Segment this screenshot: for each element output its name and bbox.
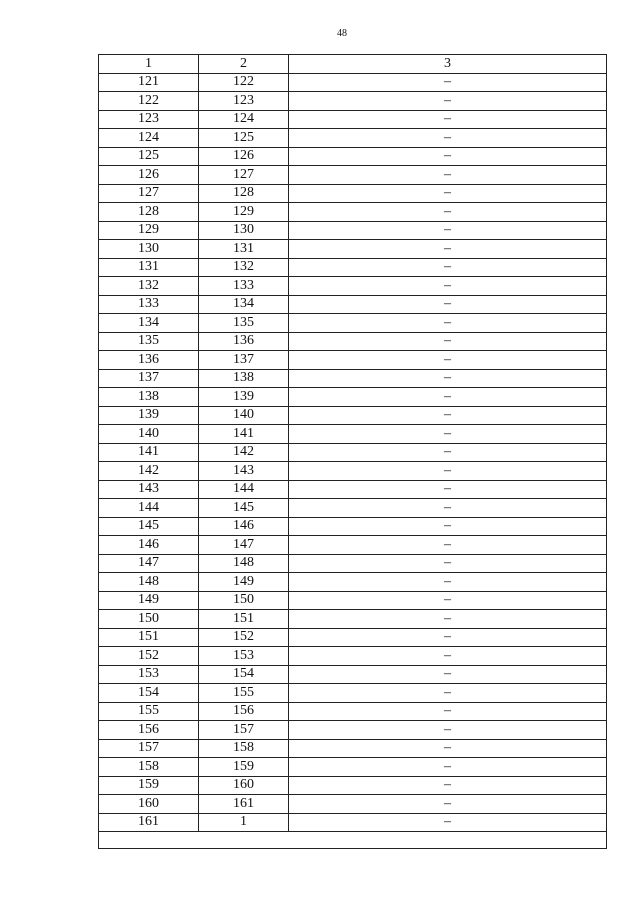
table-row (99, 277, 607, 296)
table-cell-col-2: 150 (199, 591, 289, 610)
table-row (99, 92, 607, 111)
table-cell-col-1: 154 (99, 684, 199, 703)
table-cell-col-2: 154 (199, 665, 289, 684)
table-cell-col-2: 140 (199, 406, 289, 425)
table-cell-col-2: 158 (199, 739, 289, 758)
table-cell-col-2: 131 (199, 240, 289, 259)
table-cell-col-1: 123 (99, 110, 199, 129)
table-row (99, 443, 607, 462)
table-cell-col-2: 137 (199, 351, 289, 370)
table-cell-col-3: – (289, 388, 607, 407)
table-row (99, 573, 607, 592)
table-cell-col-1: 148 (99, 573, 199, 592)
table-cell-col-2: 160 (199, 776, 289, 795)
table-cell-col-1: 151 (99, 628, 199, 647)
table-cell-col-3: – (289, 240, 607, 259)
table-cell-col-2: 159 (199, 758, 289, 777)
table-cell-col-3: – (289, 129, 607, 148)
table-row (99, 758, 607, 777)
table-row (99, 462, 607, 481)
table-cell-col-3: – (289, 166, 607, 185)
page-number: 48 (337, 28, 347, 39)
table-cell-col-1: 144 (99, 499, 199, 518)
table-cell-col-1: 145 (99, 517, 199, 536)
table-cell-col-3: – (289, 332, 607, 351)
table-cell-col-3: – (289, 221, 607, 240)
table-cell-col-1: 124 (99, 129, 199, 148)
table-row (99, 147, 607, 166)
table-cell-col-3: – (289, 758, 607, 777)
table-row (99, 610, 607, 629)
table-cell-col-3: – (289, 184, 607, 203)
table-row (99, 314, 607, 333)
table-cell-col-1: 125 (99, 147, 199, 166)
table-row (99, 480, 607, 499)
table-row (99, 795, 607, 814)
table-cell-col-2: 139 (199, 388, 289, 407)
table-cell-col-3: – (289, 295, 607, 314)
table-row (99, 684, 607, 703)
table-cell-col-1: 159 (99, 776, 199, 795)
table-cell-col-2: 125 (199, 129, 289, 148)
table-row (99, 591, 607, 610)
table-cell-col-1: 146 (99, 536, 199, 555)
table-cell-col-3: – (289, 314, 607, 333)
table-cell-col-1: 121 (99, 73, 199, 92)
table-cell-col-1: 156 (99, 721, 199, 740)
table-cell-col-1: 136 (99, 351, 199, 370)
table-row (99, 73, 607, 92)
column-header-3: 3 (289, 55, 607, 74)
table-row (99, 813, 607, 832)
table-row (99, 554, 607, 573)
table-cell-col-1: 127 (99, 184, 199, 203)
table-cell-col-2: 156 (199, 702, 289, 721)
table-row (99, 499, 607, 518)
table-cell-col-1: 158 (99, 758, 199, 777)
table-cell-col-2: 146 (199, 517, 289, 536)
table-cell-col-3: – (289, 573, 607, 592)
table-cell-col-3: – (289, 721, 607, 740)
table-cell-col-1: 157 (99, 739, 199, 758)
table-cell-col-2: 155 (199, 684, 289, 703)
table-cell-col-3: – (289, 610, 607, 629)
table-cell-col-1: 122 (99, 92, 199, 111)
table-cell-col-2: 130 (199, 221, 289, 240)
table-cell-col-3: – (289, 517, 607, 536)
table-cell-col-1: 126 (99, 166, 199, 185)
table-cell-col-2: 136 (199, 332, 289, 351)
table-row (99, 425, 607, 444)
table-cell-col-3: – (289, 110, 607, 129)
table-cell-col-1: 131 (99, 258, 199, 277)
table-cell-col-3: – (289, 425, 607, 444)
table-cell-col-2: 153 (199, 647, 289, 666)
table-row (99, 351, 607, 370)
table-cell-col-1: 138 (99, 388, 199, 407)
table-cell-col-3: – (289, 462, 607, 481)
table-row (99, 702, 607, 721)
table-cell-col-3: – (289, 351, 607, 370)
table-cell-col-3: – (289, 499, 607, 518)
table-cell-col-1: 133 (99, 295, 199, 314)
table-cell-col-3: – (289, 591, 607, 610)
table-cell-col-2: 134 (199, 295, 289, 314)
table-cell-col-2: 128 (199, 184, 289, 203)
table-row (99, 517, 607, 536)
table-cell-col-3: – (289, 647, 607, 666)
table-cell-col-3: – (289, 628, 607, 647)
table-cell-col-3: – (289, 554, 607, 573)
table-cell-col-1: 152 (99, 647, 199, 666)
table-cell-col-3: – (289, 536, 607, 555)
table-cell-col-1: 129 (99, 221, 199, 240)
table-cell-col-2: 133 (199, 277, 289, 296)
table-cell-col-1: 161 (99, 813, 199, 832)
table-cell-col-1: 155 (99, 702, 199, 721)
table-row (99, 647, 607, 666)
table-row (99, 166, 607, 185)
table-cell-col-2: 145 (199, 499, 289, 518)
table-row (99, 258, 607, 277)
table-cell-col-3: – (289, 406, 607, 425)
table-cell-col-3: – (289, 813, 607, 832)
table-row (99, 388, 607, 407)
table-cell-col-2: 126 (199, 147, 289, 166)
data-table (98, 54, 607, 849)
table-cell-col-2: 148 (199, 554, 289, 573)
table-cell-col-3: – (289, 739, 607, 758)
table-row (99, 406, 607, 425)
table-cell-col-2: 143 (199, 462, 289, 481)
table-row (99, 203, 607, 222)
table-row (99, 536, 607, 555)
table-cell-col-1: 153 (99, 665, 199, 684)
table-cell-col-2: 124 (199, 110, 289, 129)
table-cell-col-2: 123 (199, 92, 289, 111)
table-cell-col-3: – (289, 443, 607, 462)
table-row (99, 240, 607, 259)
table-cell-col-2: 147 (199, 536, 289, 555)
table-row (99, 665, 607, 684)
table-cell-col-2: 152 (199, 628, 289, 647)
table-cell-col-3: – (289, 795, 607, 814)
table-cell-col-3: – (289, 73, 607, 92)
table-cell-col-1: 160 (99, 795, 199, 814)
table-cell-col-2: 129 (199, 203, 289, 222)
table-cell-col-3: – (289, 203, 607, 222)
table-cell-col-2: 151 (199, 610, 289, 629)
table-cell-col-1: 135 (99, 332, 199, 351)
table-row (99, 129, 607, 148)
table-row (99, 369, 607, 388)
table-cell-col-2: 161 (199, 795, 289, 814)
table-cell-col-2: 122 (199, 73, 289, 92)
table-cell-col-2: 157 (199, 721, 289, 740)
column-header-1: 1 (99, 55, 199, 74)
table-row (99, 628, 607, 647)
table-cell-col-1: 132 (99, 277, 199, 296)
table-cell-col-1: 128 (99, 203, 199, 222)
table-cell-col-3: – (289, 702, 607, 721)
table-row (99, 295, 607, 314)
table-cell-col-1: 137 (99, 369, 199, 388)
table-cell-col-1: 130 (99, 240, 199, 259)
table-cell-col-2: 149 (199, 573, 289, 592)
table-cell-col-2: 135 (199, 314, 289, 333)
table-cell-col-1: 147 (99, 554, 199, 573)
table-header-row (99, 55, 607, 74)
table-cell-col-2: 127 (199, 166, 289, 185)
table-cell-col-3: – (289, 776, 607, 795)
table-cell-col-1: 139 (99, 406, 199, 425)
table-cell-col-3: – (289, 684, 607, 703)
table-cell-col-1: 142 (99, 462, 199, 481)
table-cell-col-2: 132 (199, 258, 289, 277)
table-row (99, 332, 607, 351)
table-cell-col-1: 143 (99, 480, 199, 499)
table-row (99, 776, 607, 795)
table-cell-col-2: 144 (199, 480, 289, 499)
table-cell-col-3: – (289, 277, 607, 296)
table-cell-col-2: 138 (199, 369, 289, 388)
table-cell-col-2: 141 (199, 425, 289, 444)
table-cell-col-2: 1 (199, 813, 289, 832)
table-empty-cell (99, 832, 607, 849)
table-row (99, 184, 607, 203)
table-row (99, 739, 607, 758)
table-cell-col-3: – (289, 480, 607, 499)
table-cell-col-1: 134 (99, 314, 199, 333)
table-cell-col-1: 149 (99, 591, 199, 610)
column-header-2: 2 (199, 55, 289, 74)
table-cell-col-1: 150 (99, 610, 199, 629)
table-cell-col-2: 142 (199, 443, 289, 462)
table-empty-row (99, 832, 607, 849)
table-cell-col-3: – (289, 369, 607, 388)
table-body (99, 55, 607, 849)
table-cell-col-3: – (289, 147, 607, 166)
table-cell-col-3: – (289, 92, 607, 111)
table-row (99, 221, 607, 240)
table-cell-col-3: – (289, 258, 607, 277)
table-row (99, 110, 607, 129)
table-cell-col-1: 140 (99, 425, 199, 444)
table-cell-col-1: 141 (99, 443, 199, 462)
table-row (99, 721, 607, 740)
table-cell-col-3: – (289, 665, 607, 684)
